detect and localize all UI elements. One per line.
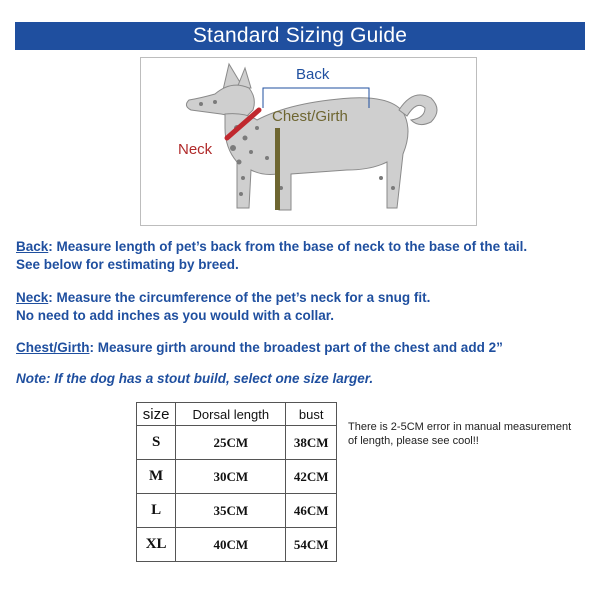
chest-instruction bbox=[16, 339, 503, 357]
dog-measurement-diagram bbox=[140, 57, 477, 226]
dorsal-cell: 40CM bbox=[176, 528, 286, 562]
bust-cell: 46CM bbox=[286, 494, 337, 528]
size-cell: M bbox=[137, 460, 176, 494]
bust-cell: 38CM bbox=[286, 426, 337, 460]
size-cell: L bbox=[137, 494, 176, 528]
back-text: : Measure length of pet’s back from the base of neck to the base of the tail. bbox=[48, 239, 528, 254]
dorsal-cell: 25CM bbox=[176, 426, 286, 460]
table-header-row bbox=[137, 403, 337, 426]
size-table bbox=[136, 402, 337, 562]
size-cell: XL bbox=[137, 528, 176, 562]
page-title: Standard Sizing Guide bbox=[15, 22, 585, 50]
table-row bbox=[137, 528, 337, 562]
neck-text-line2: No need to add inches as you would with a collar. bbox=[16, 308, 335, 323]
table-row bbox=[137, 494, 337, 528]
back-instruction bbox=[16, 238, 527, 274]
table-row bbox=[137, 460, 337, 494]
header-bust: bust bbox=[286, 403, 337, 426]
measurement-error-note: There is 2-5CM error in manual measurement of length, please see cool!! bbox=[348, 421, 572, 447]
bust-cell: 54CM bbox=[286, 528, 337, 562]
build-note: Note: If the dog has a stout build, select one size larger. bbox=[16, 371, 374, 386]
neck-instruction bbox=[16, 289, 430, 325]
back-text-line2: See below for estimating by breed. bbox=[16, 257, 239, 272]
size-cell: S bbox=[137, 426, 176, 460]
neck-term: Neck bbox=[16, 290, 49, 305]
header-size: size bbox=[137, 403, 176, 426]
chest-term: Chest/Girth bbox=[16, 340, 90, 355]
dorsal-cell: 30CM bbox=[176, 460, 286, 494]
dorsal-cell: 35CM bbox=[176, 494, 286, 528]
chest-text: : Measure girth around the broadest part of the chest and add 2” bbox=[89, 340, 503, 355]
bust-cell: 42CM bbox=[286, 460, 337, 494]
chest-girth-label: Chest/Girth bbox=[272, 108, 348, 125]
chest-measure-bar bbox=[275, 128, 280, 210]
table-row bbox=[137, 426, 337, 460]
header-dorsal-length: Dorsal length bbox=[176, 403, 286, 426]
back-term: Back bbox=[16, 239, 49, 254]
neck-label: Neck bbox=[178, 141, 213, 158]
neck-text: : Measure the circumference of the pet’s neck for a snug fit. bbox=[48, 290, 431, 305]
back-label: Back bbox=[296, 66, 330, 83]
